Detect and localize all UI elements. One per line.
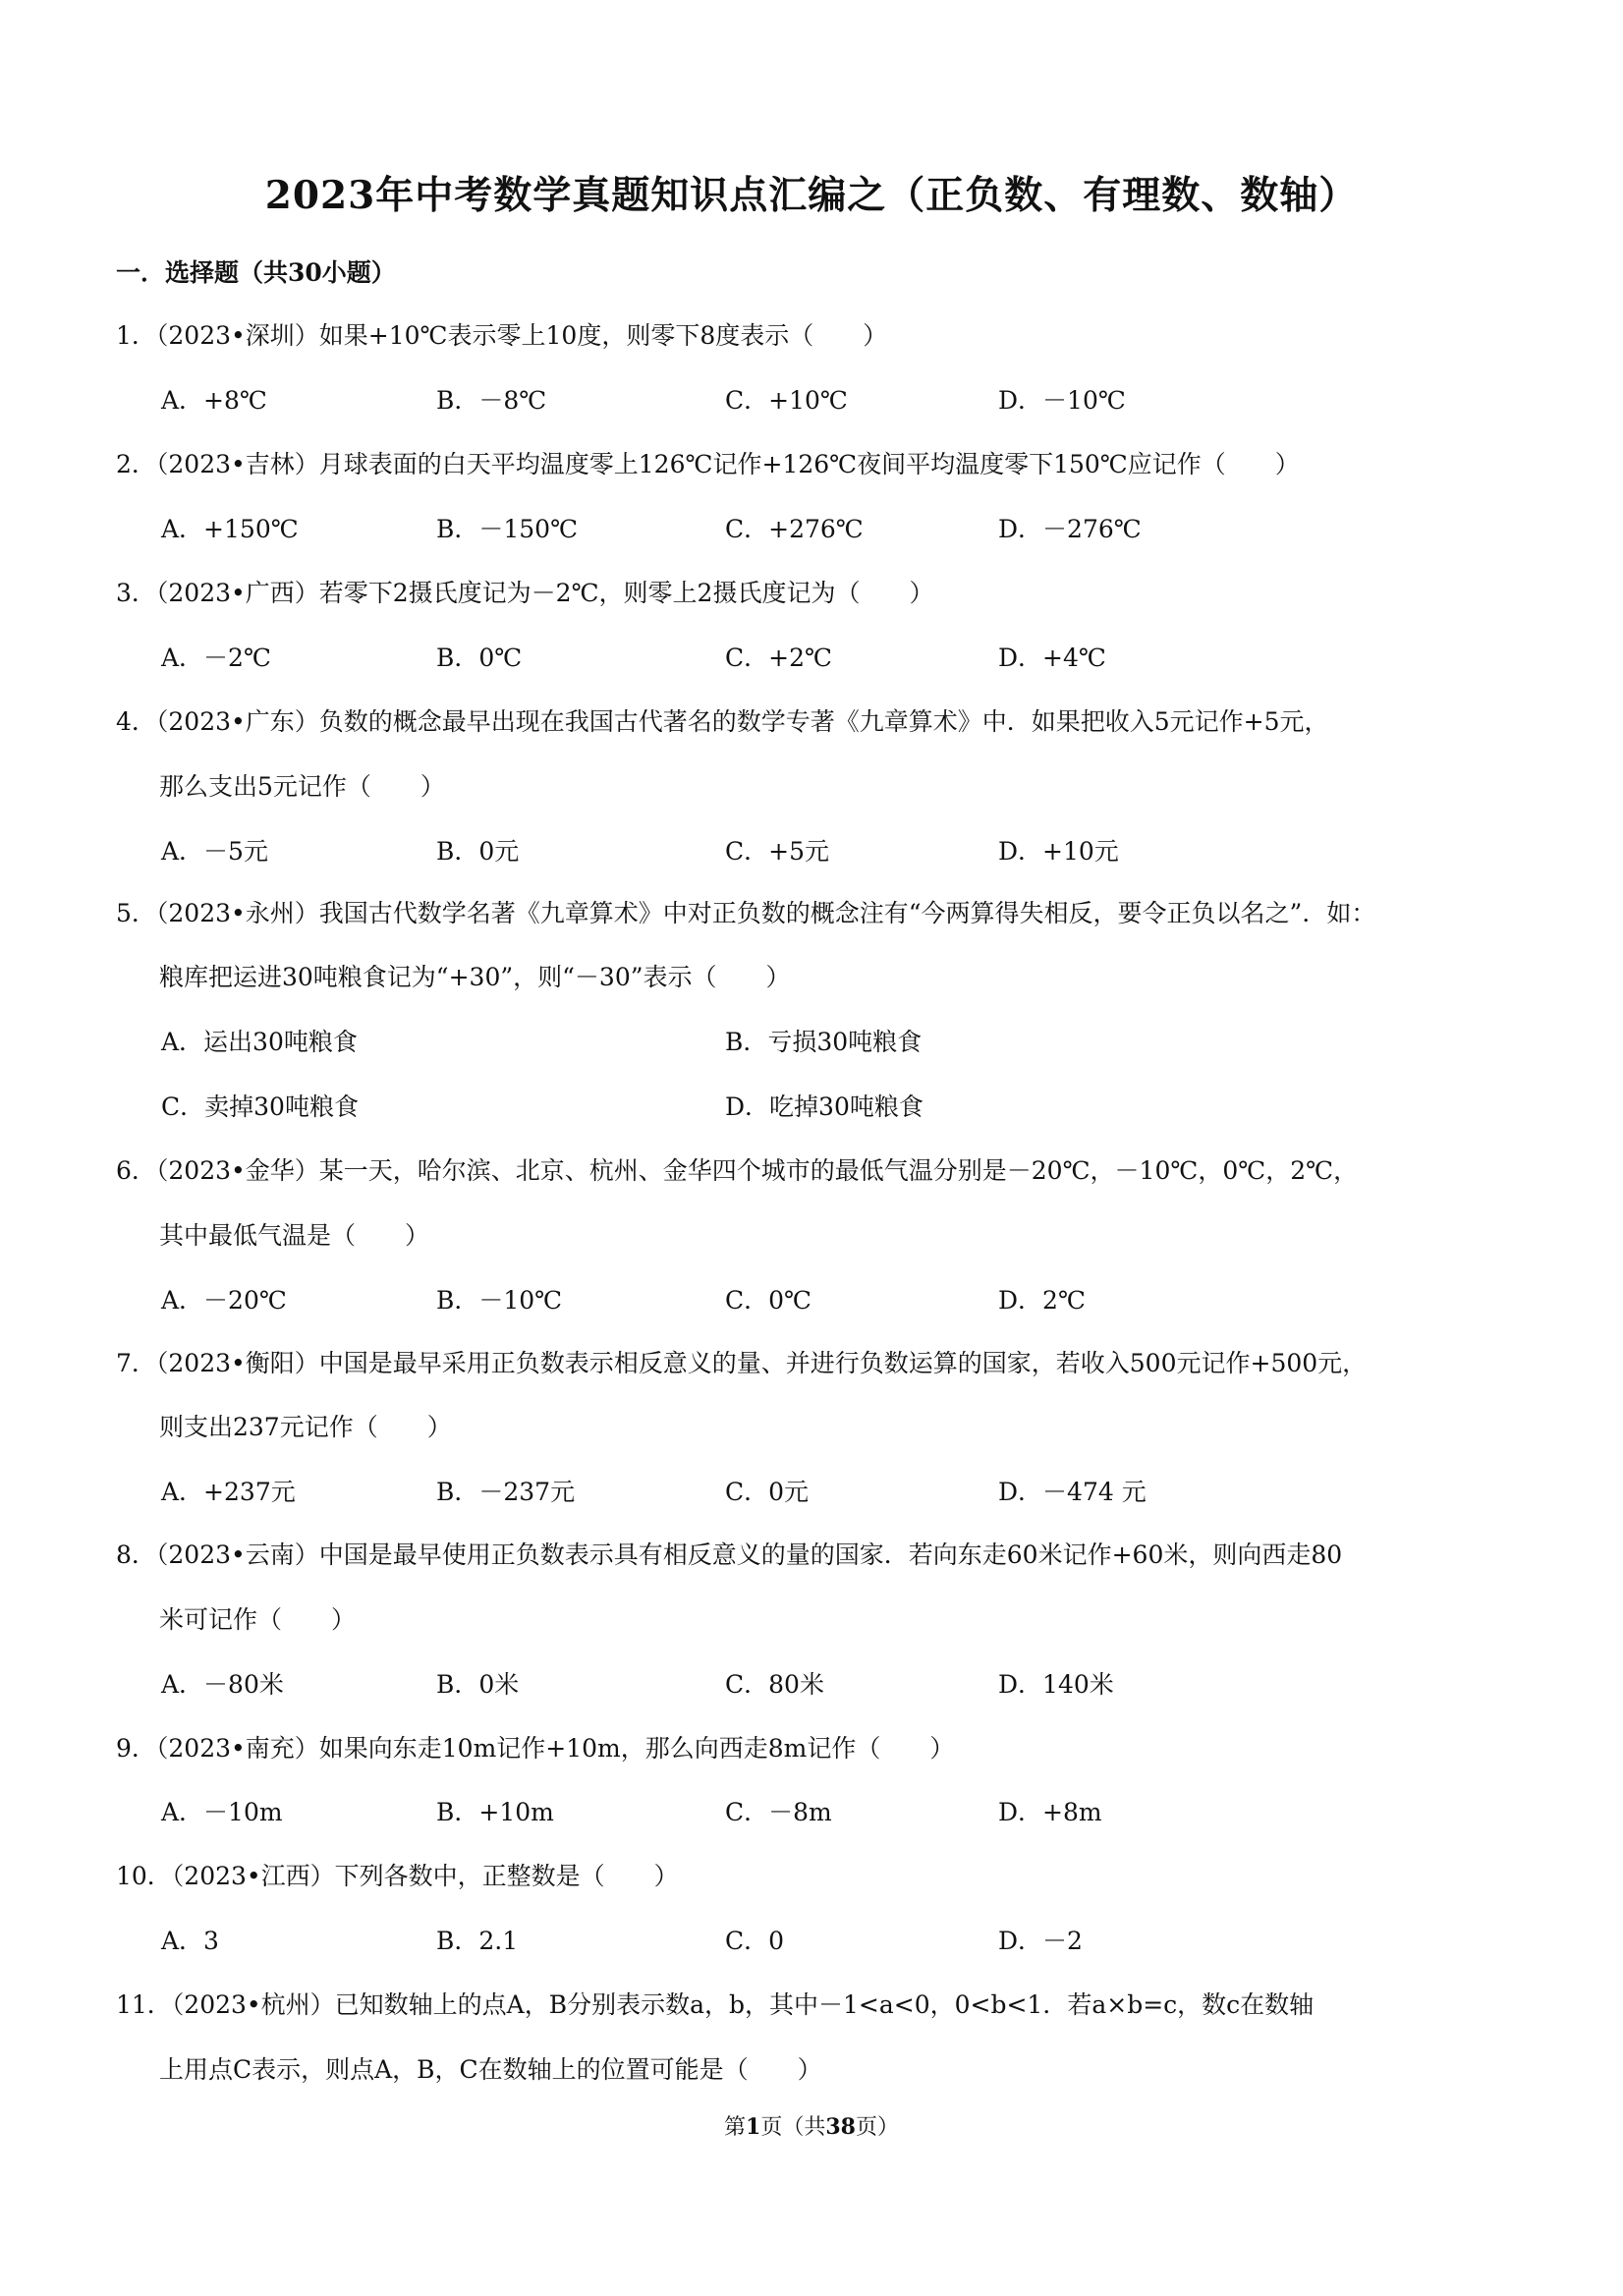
option-d: D．140米 bbox=[998, 1670, 1114, 1699]
option-c: C．0元 bbox=[725, 1478, 810, 1506]
option-a: A．－10m bbox=[161, 1798, 283, 1826]
option-c: C．+276℃ bbox=[725, 515, 864, 543]
footer-mid: 页（共 bbox=[760, 2115, 826, 2140]
option-b: B．－8℃ bbox=[436, 386, 547, 415]
question-stem: 5．（2023•永州）我国古代数学名著《九章算术》中对正负数的概念注有“今两算得失相反，要令正负以名之”．如： bbox=[116, 899, 1376, 927]
question-stem: 4．（2023•广东）负数的概念最早出现在我国古代著名的数学专著《九章算术》中．如果把收入5元记作+5元， bbox=[116, 707, 1329, 736]
question-stem: 11．（2023•杭州）已知数轴上的点A，B分别表示数a，b，其中－1<a<0，0<b<1．若a×b=c，数c在数轴 bbox=[116, 1990, 1315, 2019]
option-a: A．+237元 bbox=[161, 1478, 296, 1506]
option-a: A．－80米 bbox=[161, 1670, 284, 1699]
question-stem: 2．（2023•吉林）月球表面的白天平均温度零上126℃记作+126℃夜间平均温度零下150℃应记作（ ） bbox=[116, 450, 1300, 478]
option-a: A．运出30吨粮食 bbox=[161, 1028, 358, 1056]
footer-total-pages: 38 bbox=[825, 2114, 856, 2140]
question-stem: 1．（2023•深圳）如果+10℃表示零上10度，则零下8度表示（ ） bbox=[116, 321, 888, 350]
question-stem: 8．（2023•云南）中国是最早使用正负数表示具有相反意义的量的国家．若向东走60米记作+60米，则向西走80 bbox=[116, 1540, 1343, 1569]
option-b: B．－10℃ bbox=[436, 1286, 563, 1315]
option-c: C．+5元 bbox=[725, 837, 829, 866]
footer-prefix: 第 bbox=[724, 2115, 747, 2140]
question-stem: 9．（2023•南充）如果向东走10m记作+10m，那么向西走8m记作（ ） bbox=[116, 1734, 955, 1763]
page-title: 2023年中考数学真题知识点汇编之（正负数、有理数、数轴） bbox=[264, 173, 1359, 218]
option-d: D．2℃ bbox=[998, 1286, 1086, 1315]
question-stem-continued: 其中最低气温是（ ） bbox=[159, 1221, 430, 1250]
option-c: C．+10℃ bbox=[725, 386, 848, 415]
question-stem-continued: 粮库把运进30吨粮食记为“+30”，则“－30”表示（ ） bbox=[159, 963, 791, 991]
option-b: B．+10m bbox=[436, 1798, 554, 1826]
footer-suffix: 页） bbox=[855, 2115, 899, 2140]
question-stem-continued: 米可记作（ ） bbox=[159, 1605, 357, 1634]
footer-page-number: 1 bbox=[746, 2114, 761, 2140]
option-c: C．0 bbox=[725, 1927, 785, 1955]
option-b: B．－150℃ bbox=[436, 515, 579, 543]
question-stem-continued: 上用点C表示，则点A，B，C在数轴上的位置可能是（ ） bbox=[159, 2055, 822, 2084]
option-c: C．0℃ bbox=[725, 1286, 812, 1315]
option-c: C．+2℃ bbox=[725, 644, 832, 672]
option-a: A．－20℃ bbox=[161, 1286, 287, 1315]
option-d: D．吃掉30吨粮食 bbox=[725, 1092, 923, 1121]
option-a: A．+8℃ bbox=[161, 386, 267, 415]
option-d: D．+10元 bbox=[998, 837, 1119, 866]
option-c: C．80米 bbox=[725, 1670, 824, 1699]
question-stem-continued: 则支出237元记作（ ） bbox=[159, 1413, 452, 1441]
option-a: A．3 bbox=[161, 1927, 219, 1955]
option-b: B．亏损30吨粮食 bbox=[725, 1028, 923, 1056]
option-b: B．0元 bbox=[436, 837, 520, 866]
section-heading: 一．选择题（共30小题） bbox=[116, 258, 396, 287]
option-b: B．0米 bbox=[436, 1670, 520, 1699]
option-c: C．卖掉30吨粮食 bbox=[161, 1092, 359, 1121]
option-b: B．－237元 bbox=[436, 1478, 576, 1506]
question-stem: 7．（2023•衡阳）中国是最早采用正负数表示相反意义的量、并进行负数运算的国家，若收入500元记作+500元， bbox=[116, 1349, 1368, 1377]
question-stem: 6．（2023•金华）某一天，哈尔滨、北京、杭州、金华四个城市的最低气温分别是－20℃，－10℃，0℃，2℃， bbox=[116, 1156, 1359, 1185]
option-a: A．+150℃ bbox=[161, 515, 299, 543]
question-stem-continued: 那么支出5元记作（ ） bbox=[159, 772, 445, 801]
option-d: D．－276℃ bbox=[998, 515, 1142, 543]
question-stem: 10．（2023•江西）下列各数中，正整数是（ ） bbox=[116, 1862, 679, 1890]
page-footer bbox=[0, 2110, 1623, 2141]
option-b: B．2.1 bbox=[436, 1927, 519, 1955]
option-c: C．－8m bbox=[725, 1798, 832, 1826]
option-d: D．+4℃ bbox=[998, 644, 1106, 672]
option-d: D．－2 bbox=[998, 1927, 1083, 1955]
option-a: A．－5元 bbox=[161, 837, 268, 866]
option-d: D．－474 元 bbox=[998, 1478, 1147, 1506]
question-stem: 3．（2023•广西）若零下2摄氏度记为－2℃，则零上2摄氏度记为（ ） bbox=[116, 579, 934, 607]
option-d: D．－10℃ bbox=[998, 386, 1126, 415]
option-b: B．0℃ bbox=[436, 644, 523, 672]
option-a: A．－2℃ bbox=[161, 644, 271, 672]
option-d: D．+8m bbox=[998, 1798, 1102, 1826]
